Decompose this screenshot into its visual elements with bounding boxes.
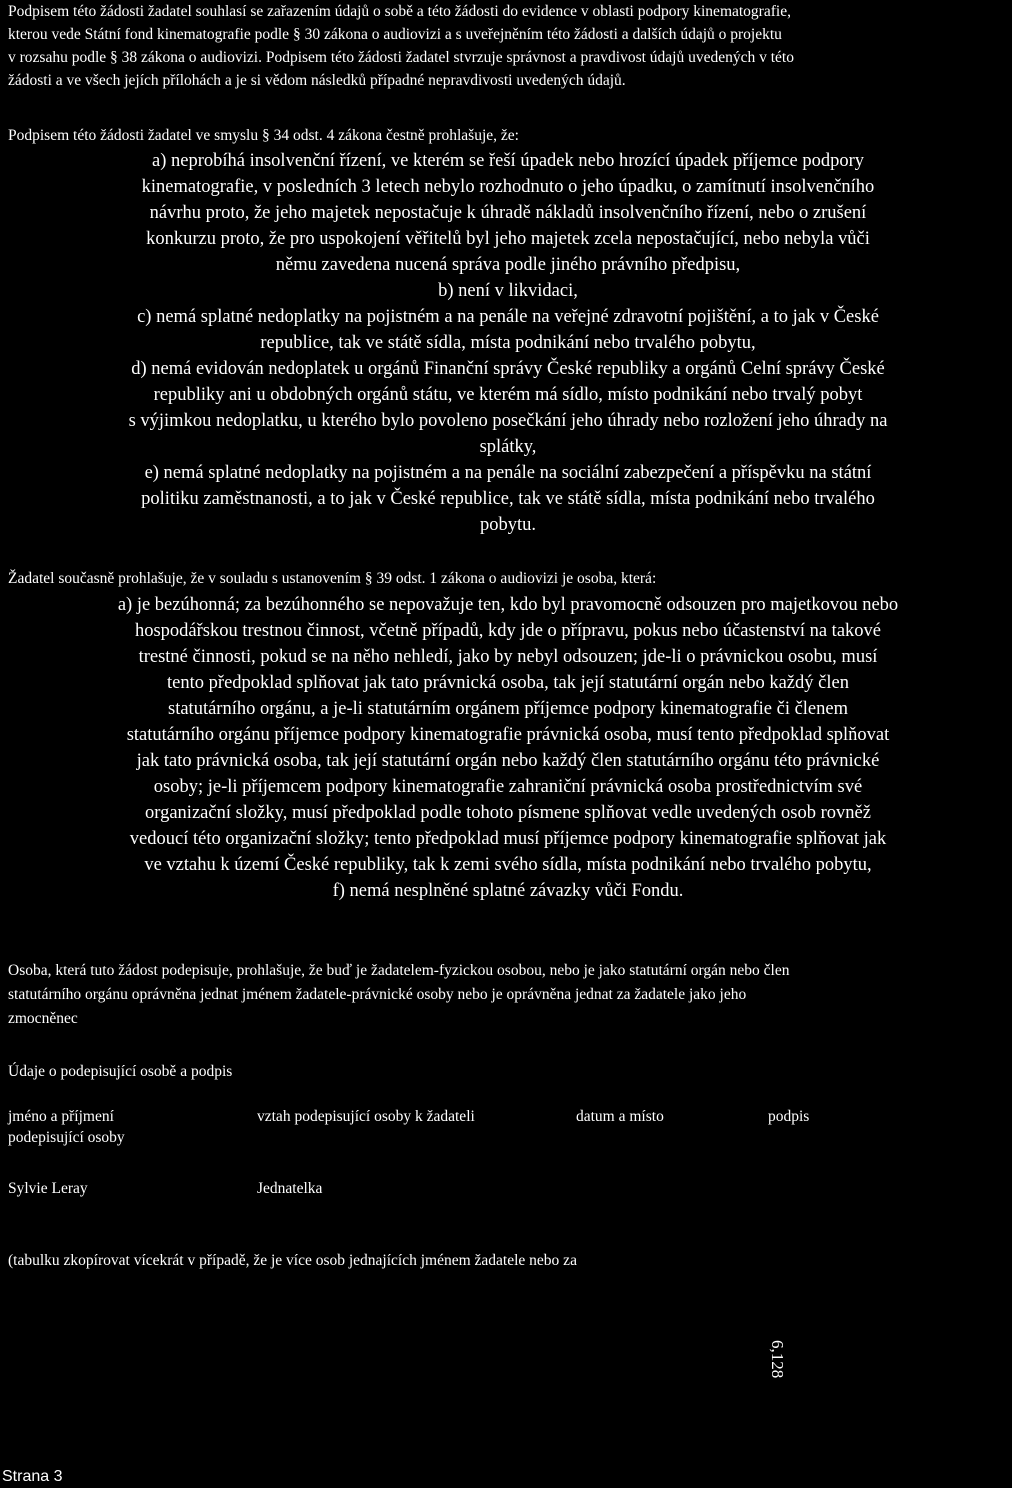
- signer-authorization: [8, 960, 1008, 1029]
- declaration-item-a-cont: statutárního orgánu, a je-li statutárním orgánem příjemce podpory kinematografie či členem: [168, 699, 848, 719]
- declaration-item-a-cont: konkurzu proto, že pro uspokojení věřitelů byl jeho majetek zcela nepostačující, nebo nebyla vůči: [146, 229, 870, 249]
- declaration-item-b: b) není v likvidaci,: [438, 281, 578, 301]
- consent-line: kterou vede Státní fond kinematografie podle § 30 zákona o audiovizi a s uveřejněním této žádosti a dalších údajů o projektu: [8, 26, 782, 43]
- side-note: 6,128: [768, 1340, 787, 1379]
- header-name: [8, 1106, 125, 1148]
- declaration-item-e: e) nemá splatné nedoplatky na pojistném a na penále na sociální zabezpečení a příspěvku na státní: [144, 463, 872, 483]
- signer-relation: Jednatelka: [257, 1180, 323, 1197]
- declaration-item-d: d) nemá evidován nedoplatek u orgánů Finanční správy České republiky a orgánů Celní správy České: [131, 359, 885, 379]
- declaration-item-a-cont: kinematografie, v posledních 3 letech nebylo rozhodnuto o jeho úpadku, o zamítnutí insolvenčního: [141, 177, 875, 197]
- consent-line: žádosti a ve všech jejích přílohách a je si vědom následků případné nepravdivosti uvedených údajů.: [8, 72, 626, 89]
- declaration-item-d-cont: splátky,: [479, 437, 537, 457]
- declaration-item-a-cont: organizační složky, musí předpoklad podle tohoto písmene splňovat vedle uvedených osob rovněž: [145, 803, 871, 823]
- declaration-item-d-cont: republiky ani u obdobných orgánů státu, ve kterém má sídlo, místo podnikání nebo trvalý pobyt: [153, 385, 863, 405]
- header-date-place: datum a místo: [576, 1108, 664, 1125]
- declaration-item-a-cont: tento předpoklad splňovat jak tato právnická osoba, tak její statutární orgán nebo každý člen: [167, 673, 849, 693]
- signer-line: statutárního orgánu oprávněna jednat jménem žadatele-právnické osoby nebo je oprávněna jednat za žadatele jako jeho: [8, 986, 747, 1003]
- declaration-item-e-cont: politiku zaměstnanosti, a to jak v České republice, tak ve státě sídla, místa podnikání nebo trvalého: [141, 489, 875, 509]
- header-relation: vztah podepisující osoby k žadateli: [257, 1108, 475, 1125]
- signer-name: Sylvie Leray: [8, 1180, 88, 1197]
- declaration-item-a-cont: osoby; je-li příjemcem podpory kinematografie zahraniční právnická osoba prostřednictvím své: [153, 777, 863, 797]
- declaration-item-a-cont: hospodářskou trestnou činnost, včetně případů, kdy jde o přípravu, pokus nebo účastenství na takové: [134, 621, 881, 641]
- header-name-line1: jméno a příjmení: [8, 1108, 114, 1125]
- declaration-item-e-cont: pobytu.: [479, 515, 536, 535]
- declaration-item-f: f) nemá nesplněné splatné závazky vůči Fondu.: [332, 881, 684, 901]
- declaration-item-a-cont: němu zavedena nucená správa podle jiného právního předpisu,: [275, 255, 741, 275]
- declaration-item-a-cont: jak tato právnická osoba, tak její statutární orgán nebo každý člen statutárního orgánu této právnické: [136, 751, 880, 771]
- declaration-39-list: [8, 592, 1008, 904]
- signer-line: Osoba, která tuto žádost podepisuje, prohlašuje, že buď je žadatelem-fyzickou osobou, nebo je jako statutární orgán nebo člen: [8, 962, 790, 979]
- declaration-34-list: [8, 148, 1008, 538]
- declaration-34-intro: Podpisem této žádosti žadatel ve smyslu § 34 odst. 4 zákona čestně prohlašuje, že:: [8, 127, 519, 144]
- consent-line: Podpisem této žádosti žadatel souhlasí se zařazením údajů o sobě a této žádosti do evidence v oblasti podpory kinematografie,: [8, 3, 791, 20]
- signer-line: zmocněnec: [8, 1010, 78, 1027]
- declaration-item-a-cont: vedoucí této organizační složky; tento předpoklad musí příjemce podpory kinematografie splňovat jak: [129, 829, 887, 849]
- declaration-item-a: a) je bezúhonná; za bezúhonného se nepovažuje ten, kdo byl pravomocně odsouzen pro majetkovou nebo: [117, 595, 899, 615]
- signer-section-title: Údaje o podepisující osobě a podpis: [8, 1063, 233, 1080]
- declaration-item-a-cont: trestné činnosti, pokud se na něho nehledí, jako by nebyl odsouzen; jde-li o právnickou osobu, musí: [138, 647, 878, 667]
- header-signature: podpis: [768, 1108, 810, 1125]
- declaration-item-d-cont: s výjimkou nedoplatku, u kterého bylo povoleno posečkání jeho úhrady nebo rozložení jeho úhrady na: [128, 411, 888, 431]
- declaration-item-a-cont: statutárního orgánu příjemce podpory kinematografie právnická osoba, musí tento předpoklad splňovat: [126, 725, 890, 745]
- declaration-item-a-cont: ve vztahu k území České republiky, tak k zemi svého sídla, místa podnikání nebo trvalého pobytu,: [144, 855, 872, 875]
- declaration-item-a: a) neprobíhá insolvenční řízení, ve kterém se řeší úpadek nebo hrozící úpadek příjemce podpory: [152, 151, 864, 171]
- table-note: (tabulku zkopírovat vícekrát v případě, že je více osob jednajících jménem žadatele nebo za: [8, 1252, 577, 1269]
- declaration-item-c: c) nemá splatné nedoplatky na pojistném a na penále na veřejné zdravotní pojištění, a to jak v České: [137, 307, 879, 327]
- consent-paragraph: [8, 0, 1008, 91]
- declaration-39-intro: Žadatel současně prohlašuje, že v souladu s ustanovením § 39 odst. 1 zákona o audiovizi je osoba, která:: [8, 570, 657, 587]
- header-name-line2: podepisující osoby: [8, 1129, 125, 1146]
- declaration-item-a-cont: návrhu proto, že jeho majetek nepostačuje k úhradě nákladů insolvenčního řízení, nebo o zrušení: [149, 203, 867, 223]
- page-number: Strana 3: [2, 1468, 63, 1485]
- consent-line: v rozsahu podle § 38 zákona o audiovizi. Podpisem této žádosti žadatel stvrzuje správnost a pravdivost údajů uvedených v této: [8, 49, 794, 66]
- declaration-item-c-cont: republice, tak ve státě sídla, místa podnikání nebo trvalého pobytu,: [260, 333, 756, 353]
